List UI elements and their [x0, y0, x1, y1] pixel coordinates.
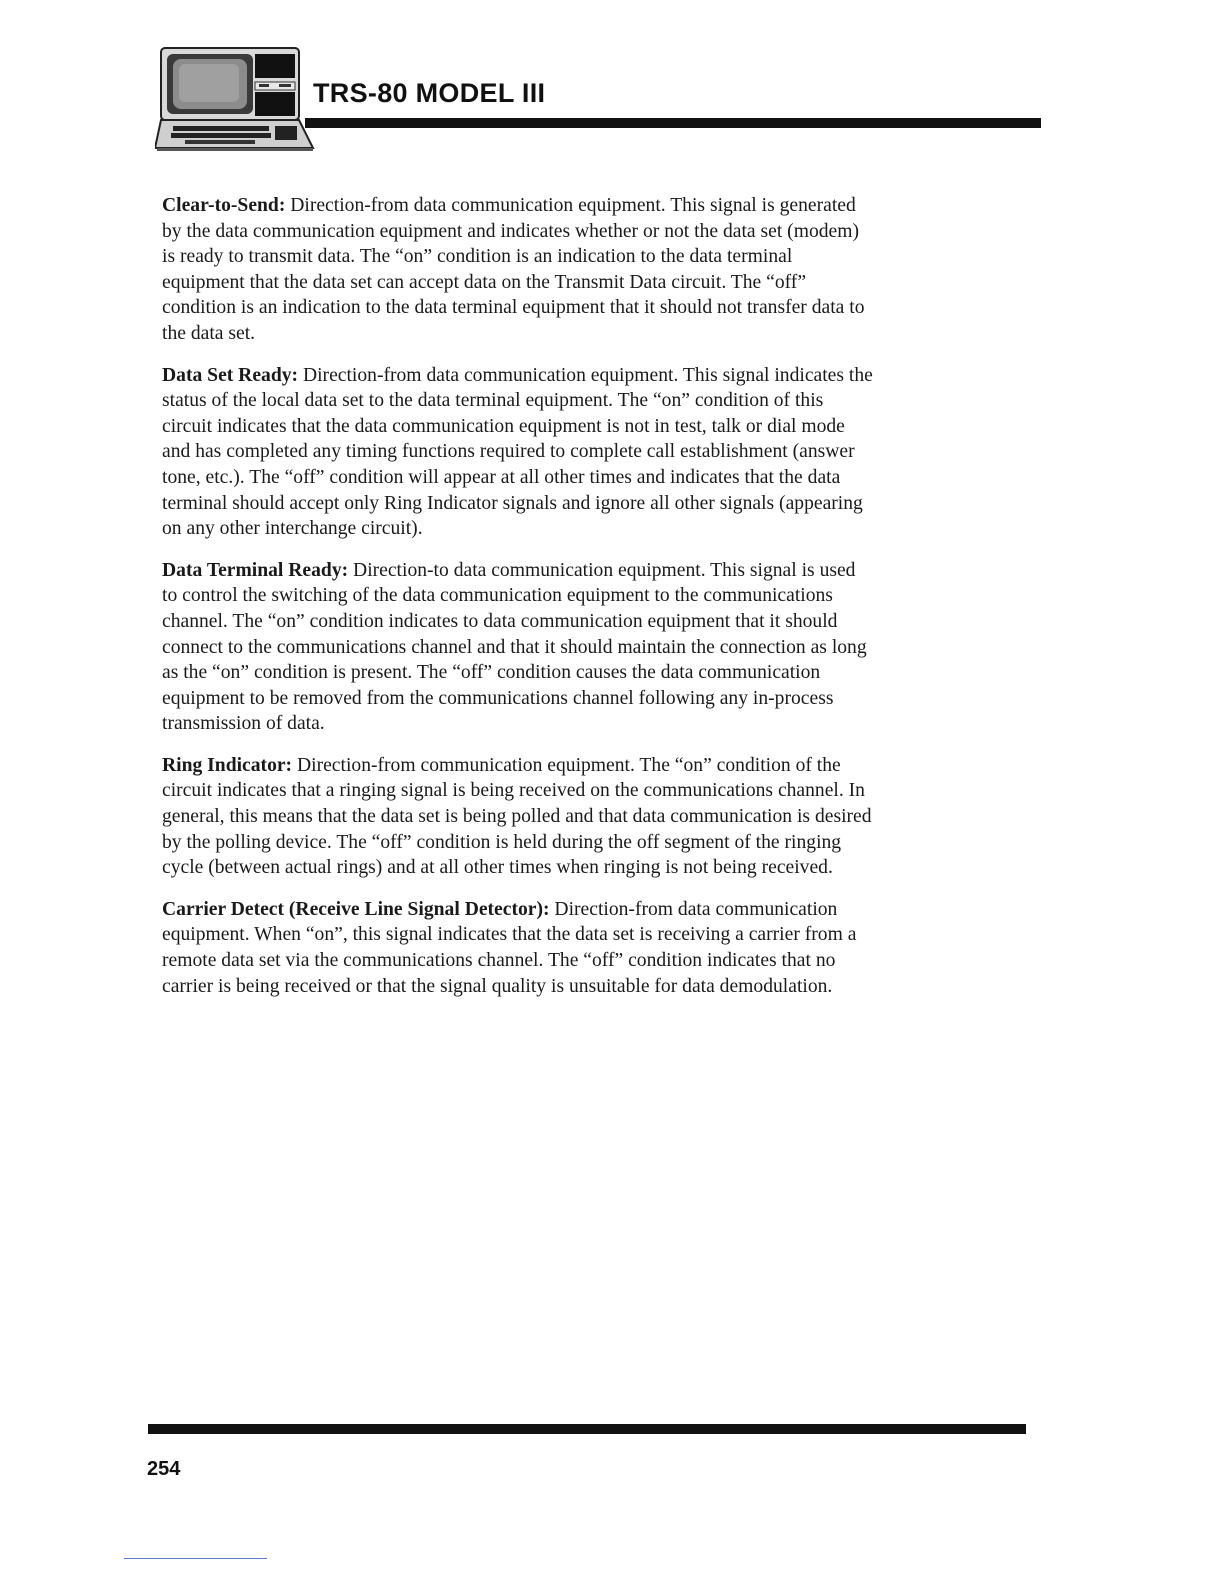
definition-text: Direction-from data communication equipment. When “on”, this signal indicates that the data set is receiving a carrier from a remote data set via the communications channel. The “off” condition indicates that no carrier is being received or that the signal quality is unsuitable for data demodulation.: [162, 898, 857, 997]
definition-term: Clear-to-Send:: [162, 195, 286, 216]
header-rule: [305, 118, 1041, 128]
definition-term: Ring Indicator:: [162, 754, 293, 776]
definition-term: Data Terminal Ready:: [162, 559, 349, 581]
page-header: [155, 44, 1045, 156]
definition-data-set-ready: [162, 363, 874, 542]
bottom-divider: [124, 1558, 267, 1559]
document-body: [162, 193, 874, 1015]
definition-text: Direction-from communication equipment. The “on” condition of the circuit indicates that a ringing signal is being received on the communications channel. In general, this means that the data set is being polled and that data communication is desired by the polling device. The “off” condition is held during the off segment of the ringing cycle (between actual rings) and at all other times when ringing is not being received.: [162, 754, 872, 879]
footer-rule: [148, 1424, 1026, 1434]
definition-term: Data Set Ready:: [162, 364, 299, 386]
definition-text: Direction-to data communication equipment. This signal is used to control the switching of the data communication equipment to the communications channel. The “on” condition indicates to data communication equipment that it should connect to the communications channel and that it should maintain the connection as long as the “on” condition is present. The “off” condition causes the data communication equipment to be removed from the communications channel following any in-process transmission of data.: [162, 559, 867, 735]
definition-carrier-detect: [162, 897, 874, 999]
page-title: TRS-80 MODEL III: [313, 78, 546, 108]
definition-text: Direction-from data communication equipment. This signal is generated by the data communication equipment and indicates whether or not the data set (modem) is ready to transmit data. The “on” condition is an indication to the data terminal equipment that the data set can accept data on the Transmit Data circuit. The “off” condition is an indication to the data terminal equipment that it should not transfer data to the data set.: [162, 195, 865, 344]
trs80-computer-icon: [155, 44, 315, 154]
definition-ring-indicator: [162, 753, 874, 881]
definition-term: Carrier Detect (Receive Line Signal Detector):: [162, 898, 550, 920]
definition-text: Direction-from data communication equipment. This signal indicates the status of the local data set to the data terminal equipment. The “on” condition of this circuit indicates that the data communication equipment is not in test, talk or dial mode and has completed any timing functions required to complete call establishment (answer tone, etc.). The “off” condition will appear at all other times and indicates that the data terminal should accept only Ring Indicator signals and ignore all other signals (appearing on any other interchange circuit).: [162, 364, 873, 540]
definition-clear-to-send: [162, 193, 874, 347]
definition-data-terminal-ready: [162, 558, 874, 737]
page-number: 254: [147, 1458, 181, 1480]
